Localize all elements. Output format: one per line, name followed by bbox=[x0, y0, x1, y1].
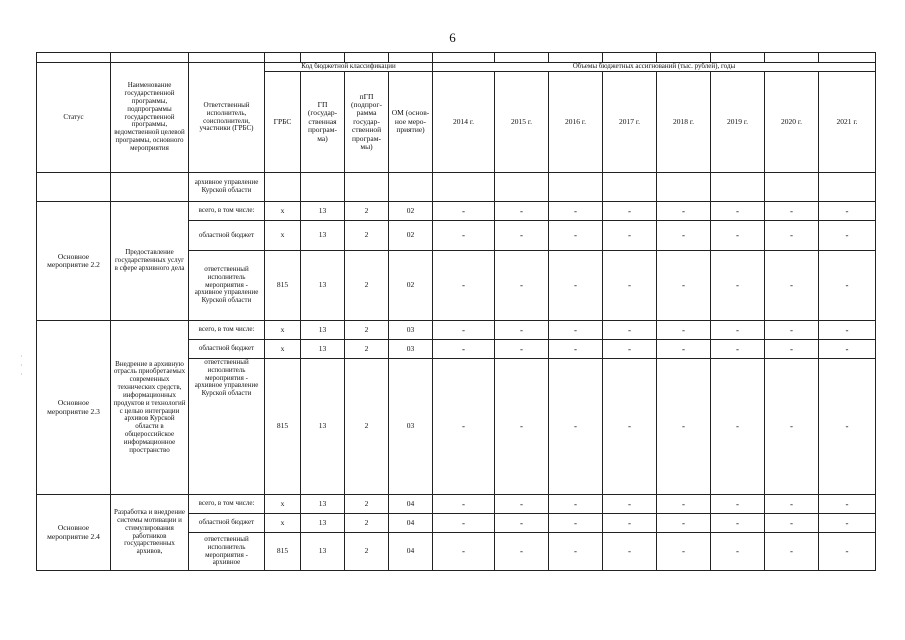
header-pgp: пГП (подпрог-рамма государ-ственной програм-мы) bbox=[345, 72, 389, 173]
value-cell: - bbox=[433, 514, 495, 533]
value-cell: - bbox=[819, 202, 876, 221]
value-cell: - bbox=[765, 359, 819, 495]
value-cell: - bbox=[433, 495, 495, 514]
value-cell: - bbox=[819, 359, 876, 495]
value-cell: - bbox=[657, 533, 711, 571]
pgp-cell: 2 bbox=[345, 533, 389, 571]
header-year: 2019 г. bbox=[711, 72, 765, 173]
value-cell: - bbox=[657, 495, 711, 514]
name-cell: Предоставление государственных услуг в сфере архивного дела bbox=[111, 202, 189, 321]
pgp-cell: 2 bbox=[345, 340, 389, 359]
value-cell: - bbox=[495, 359, 549, 495]
executor-cell: областной бюджет bbox=[189, 340, 265, 359]
value-cell: - bbox=[433, 321, 495, 340]
header-grbs: ГРБС bbox=[265, 72, 301, 173]
gp-cell: 13 bbox=[301, 221, 345, 251]
header-year: 2017 г. bbox=[603, 72, 657, 173]
grbs-cell: x bbox=[265, 514, 301, 533]
header-name: Наименование государственной программы, подпрограммы государственной программы, ведомственной целевой программы, основного мероприятия bbox=[111, 63, 189, 173]
value-cell: - bbox=[549, 533, 603, 571]
value-cell: - bbox=[765, 202, 819, 221]
pgp-cell: 2 bbox=[345, 202, 389, 221]
value-cell: - bbox=[549, 340, 603, 359]
grbs-cell: x bbox=[265, 202, 301, 221]
om-cell: 03 bbox=[389, 340, 433, 359]
budget-table bbox=[36, 52, 876, 571]
gp-cell: 13 bbox=[301, 495, 345, 514]
value-cell: - bbox=[819, 251, 876, 321]
gp-cell: 13 bbox=[301, 514, 345, 533]
value-cell: - bbox=[495, 340, 549, 359]
value-cell: - bbox=[495, 514, 549, 533]
value-cell: - bbox=[819, 340, 876, 359]
value-cell: - bbox=[603, 340, 657, 359]
status-cell: Основное мероприятие 2.2 bbox=[37, 202, 111, 321]
grbs-cell: 815 bbox=[265, 359, 301, 495]
value-cell: - bbox=[765, 221, 819, 251]
om-cell: 03 bbox=[389, 321, 433, 340]
grbs-cell: x bbox=[265, 221, 301, 251]
page-number: 6 bbox=[449, 30, 456, 45]
gp-cell: 13 bbox=[301, 202, 345, 221]
value-cell: - bbox=[657, 321, 711, 340]
grbs-cell: x bbox=[265, 321, 301, 340]
value-cell: - bbox=[549, 359, 603, 495]
value-cell: - bbox=[433, 251, 495, 321]
name-cell: Внедрение в архивную отрасль приобретаемых современных технических средств, информационных продуктов и технологий с целью интеграции архивов Курской области в общероссийское информационное пространство bbox=[111, 321, 189, 495]
executor-cell: областной бюджет bbox=[189, 514, 265, 533]
value-cell: - bbox=[603, 321, 657, 340]
value-cell: - bbox=[495, 202, 549, 221]
header-executor: Ответственный исполнитель, соисполнители, участники (ГРБС) bbox=[189, 63, 265, 173]
executor-cell: архивное управление Курской области bbox=[189, 173, 265, 202]
gp-cell: 13 bbox=[301, 340, 345, 359]
margin-marks: · · · bbox=[20, 352, 23, 379]
value-cell: - bbox=[711, 202, 765, 221]
value-cell: - bbox=[819, 321, 876, 340]
value-cell: - bbox=[603, 251, 657, 321]
header-budget-code: Код бюджетной классификации bbox=[265, 63, 433, 72]
value-cell: - bbox=[711, 321, 765, 340]
value-cell: - bbox=[433, 340, 495, 359]
header-row-1 bbox=[37, 63, 876, 72]
value-cell: - bbox=[711, 514, 765, 533]
value-cell: - bbox=[495, 533, 549, 571]
value-cell: - bbox=[433, 533, 495, 571]
header-om: ОМ (основ-ное меро-приятие) bbox=[389, 72, 433, 173]
blank-row bbox=[37, 53, 876, 63]
om-cell: 02 bbox=[389, 202, 433, 221]
table-row bbox=[37, 202, 876, 221]
value-cell: - bbox=[549, 221, 603, 251]
value-cell: - bbox=[657, 340, 711, 359]
value-cell: - bbox=[549, 514, 603, 533]
value-cell: - bbox=[549, 321, 603, 340]
value-cell: - bbox=[495, 321, 549, 340]
value-cell: - bbox=[765, 533, 819, 571]
value-cell: - bbox=[603, 533, 657, 571]
pgp-cell: 2 bbox=[345, 251, 389, 321]
status-cell: Основное мероприятие 2.4 bbox=[37, 495, 111, 571]
om-cell: 04 bbox=[389, 514, 433, 533]
value-cell: - bbox=[765, 251, 819, 321]
value-cell: - bbox=[549, 495, 603, 514]
grbs-cell: 815 bbox=[265, 533, 301, 571]
header-year: 2020 г. bbox=[765, 72, 819, 173]
executor-cell: ответственный исполнитель мероприятия - архивное управление Курской области bbox=[189, 251, 265, 321]
om-cell: 03 bbox=[389, 359, 433, 495]
pgp-cell: 2 bbox=[345, 514, 389, 533]
value-cell: - bbox=[819, 221, 876, 251]
om-cell: 02 bbox=[389, 221, 433, 251]
value-cell: - bbox=[603, 202, 657, 221]
pgp-cell: 2 bbox=[345, 321, 389, 340]
value-cell: - bbox=[495, 221, 549, 251]
header-year: 2018 г. bbox=[657, 72, 711, 173]
value-cell: - bbox=[711, 251, 765, 321]
value-cell: - bbox=[765, 495, 819, 514]
value-cell: - bbox=[603, 359, 657, 495]
name-cell: Разработка и внедрение системы мотивации и стимулирования работников государственных архивов, bbox=[111, 495, 189, 571]
value-cell: - bbox=[495, 495, 549, 514]
executor-cell: всего, в том числе: bbox=[189, 202, 265, 221]
grbs-cell: x bbox=[265, 340, 301, 359]
gp-cell: 13 bbox=[301, 533, 345, 571]
pgp-cell: 2 bbox=[345, 359, 389, 495]
value-cell: - bbox=[549, 251, 603, 321]
header-gp: ГП (государ-ственная програм-ма) bbox=[301, 72, 345, 173]
grbs-cell: x bbox=[265, 495, 301, 514]
value-cell: - bbox=[819, 533, 876, 571]
table-row bbox=[37, 321, 876, 340]
value-cell: - bbox=[603, 495, 657, 514]
executor-cell: всего, в том числе: bbox=[189, 495, 265, 514]
header-year: 2015 г. bbox=[495, 72, 549, 173]
value-cell: - bbox=[657, 359, 711, 495]
grbs-cell: 815 bbox=[265, 251, 301, 321]
value-cell: - bbox=[495, 251, 549, 321]
executor-cell: ответственный исполнитель мероприятия - архивное управление Курской области bbox=[189, 359, 265, 495]
value-cell: - bbox=[711, 495, 765, 514]
value-cell: - bbox=[657, 221, 711, 251]
value-cell: - bbox=[657, 251, 711, 321]
gp-cell: 13 bbox=[301, 251, 345, 321]
gp-cell: 13 bbox=[301, 359, 345, 495]
value-cell: - bbox=[711, 221, 765, 251]
table-row bbox=[37, 495, 876, 514]
value-cell: - bbox=[603, 221, 657, 251]
om-cell: 04 bbox=[389, 495, 433, 514]
value-cell: - bbox=[433, 359, 495, 495]
om-cell: 02 bbox=[389, 251, 433, 321]
status-cell: Основное мероприятие 2.3 bbox=[37, 321, 111, 495]
value-cell: - bbox=[657, 514, 711, 533]
executor-cell: всего, в том числе: bbox=[189, 321, 265, 340]
value-cell: - bbox=[765, 321, 819, 340]
header-allocations: Объемы бюджетных ассигнований (тыс. рублей), годы bbox=[433, 63, 876, 72]
executor-cell: ответственный исполнитель мероприятия - архивное bbox=[189, 533, 265, 571]
table-row bbox=[37, 173, 876, 202]
header-year: 2014 г. bbox=[433, 72, 495, 173]
value-cell: - bbox=[603, 514, 657, 533]
gp-cell: 13 bbox=[301, 321, 345, 340]
value-cell: - bbox=[765, 514, 819, 533]
pgp-cell: 2 bbox=[345, 221, 389, 251]
pgp-cell: 2 bbox=[345, 495, 389, 514]
value-cell: - bbox=[549, 202, 603, 221]
value-cell: - bbox=[819, 495, 876, 514]
value-cell: - bbox=[433, 202, 495, 221]
value-cell: - bbox=[711, 340, 765, 359]
value-cell: - bbox=[819, 514, 876, 533]
header-year: 2016 г. bbox=[549, 72, 603, 173]
value-cell: - bbox=[433, 221, 495, 251]
executor-cell: областной бюджет bbox=[189, 221, 265, 251]
value-cell: - bbox=[711, 533, 765, 571]
value-cell: - bbox=[765, 340, 819, 359]
header-year: 2021 г. bbox=[819, 72, 876, 173]
value-cell: - bbox=[711, 359, 765, 495]
header-status: Статус bbox=[37, 63, 111, 173]
value-cell: - bbox=[657, 202, 711, 221]
om-cell: 04 bbox=[389, 533, 433, 571]
